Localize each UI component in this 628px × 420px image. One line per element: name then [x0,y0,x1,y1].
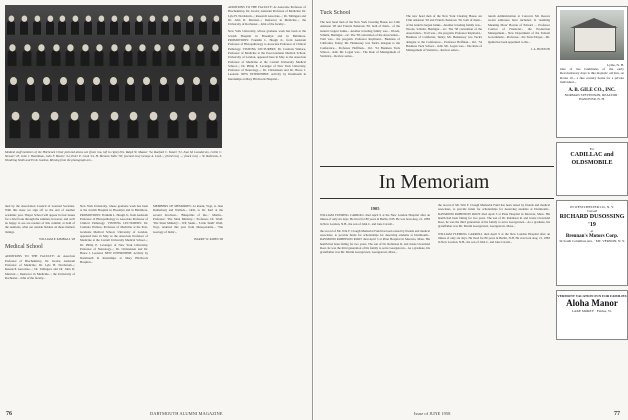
tuck-text: turesh Administration at Concord. Mr. Reeces recent addresses have included: Is 'Auditing Meaning More' Boston of Edward ... Professor Control of Financial... the Production Management... New Department of the Federal Government... Professor... the Tuck-Thayer... Mr. Quinn has been appointed to the... [488,14,550,44]
medical-text: ADDITIONS TO THE FACULTY: At Associate Professor of Biochemistry, Dr. Jacobs; Assistant Professor of Medicine; Dr. Lyle H. Nordstrom...; Research Associate...; Dr. Tallingers and Dr. John D. Marriott...; Instructor in Medicine...; the University of Rochester... John of the faculty... [228,5,306,27]
ad-vacation-name: Aloha Manor [566,298,618,309]
staff-member-figure [142,77,152,102]
signature: J. A. BOXTON [530,47,550,52]
staff-member-figure [95,44,104,67]
staff-member-figure [29,112,40,140]
tuck-text: The new head men of the New York Clearing House are Clint Atkisson '28 and Francis Pederson '30, both of them... of the nation's largest banks... Another traveling family was... Woods, Schultz, Hennigar... etc. The '58 convention of the Association... Trail was... the program. Professor Raymond... Business of California; Tenny; Mr. Hennessey was Tuck's delegate to the Conference... Professor Hoffman... Oct. '54 Business Tuck School... sidlr. Mr. Logan was... The Role of Management of Statistics... Review series... [320,20,400,59]
staff-member-figure [80,44,89,67]
faculty-text: New York University, whose graduate work has been at the Jewish Hospital in Brooklyn and in Baltimore. PROMOTIONS: Franklin L. Hough Jr., from Assistant Professor of Histopathology to Associate Professor of Clinical Pathology. VISITING LECTURERS: Dr. Cremola Wallace, Professor of Medicine at the Post-Graduate Medical School, University of London, appeared here in May as the Associate Professor of Medicine at the Cornell University Medical School...; Dr. Philip E. Levenger of New York University, Professor of Neurology...; Dr. Christensen and Dr. Bruce J. Leonard. NEW INTERNSHIP: Activity by Dartmouth in Internships at Mary Hitchcock Hospital... [80,204,148,264]
staff-member-figure [181,44,190,67]
staff-member-figure [209,77,219,102]
ad-photo-caption: Lyme, N. H. [607,63,624,67]
left-col-4 [228,5,306,403]
year-heading: 1905 [370,206,380,211]
staff-member-figure [49,112,60,140]
ad-company-sub: NORMAN STEVENSON, REALTOR · HANOVER, N. H. [564,93,620,102]
staff-member-figure [110,16,118,36]
ad-at: at [590,229,594,234]
ad-location: IN WESTCHESTER CO., N. Y. [570,205,614,209]
staff-member-figure [152,44,161,67]
memoriam-title: In Memoriam [378,171,490,193]
members-text: MEMBERS OF MEMORIES: At Rount, W.gi, to Jane Rotherberg and Wallack... Orth, to Dr. Karl at the second Jacobson... 'Blueprints of the...' Martin... Professor: 'The Sinai Ministry...' Professor, Dr. Wald: 'The Sinai Ministry'... WP, Sudio... 'Little Tenth' Wald, W.gi, returned this year from Mesopotamia... 'The Geology of India'... [153,204,223,234]
page-number: 76 [6,411,12,417]
signature: HARRY W. KOHN '48 [194,237,223,242]
staff-member-figure [42,77,52,102]
divider-rule [320,166,554,167]
ad-firm: Brennan's Motors Corp. [565,233,619,239]
staff-member-figure [8,77,18,102]
memoriam-col-1 [320,203,430,403]
staff-member-figure [69,112,80,140]
tuck-text: The new head men of the New York Clearing House are Clint Atkisson '28 and Francis Pederson '30, both of them... of the nation's largest banks... Another traveling family was... Woods, Schultz, Hennigar... etc. The '58 convention of the Association... Trail was... the program. Professor Raymond... Business of California; Tenny; Mr. Hennessey was Tuck's delegate to the Conference... Professor Hoffman... Oct. '54 Business Tuck School... sidlr. Mr. Logan was... The Role of Management of Statistics... Review series... [406,14,482,53]
staff-member-figure [122,16,130,36]
staff-member-figure [207,112,218,140]
staff-member-figure [148,16,156,36]
staff-member-figure [109,77,119,102]
staff-member-figure [123,44,132,67]
staff-member-figure [138,44,147,67]
staff-member-figure [128,112,139,140]
photo-caption: Medical staff members of the Hitchcock Clinic pictured above are (front row, left to right) Drs. Ralph W. Maaser '54, Raeford C. Tanzer '31, Ivan M. Leandersen, Collin C. Stewart '23, John J. Boardman, John F. Bowler '24, Peter E. Cook '24, H. Brenton Tullis '36; (second row) George A. Loeb...; (third row) ...; (back row) ... W. Robinson, S. Woodring Smith and Ervin Gordon. Missing from the photograph are... [5,150,222,163]
faculty-text: New York University, whose graduate work has been at the Jewish Hospital in Brooklyn and in Baltimore. PROMOTIONS: Franklin L. Hough Jr., from Assistant Professor of Histopathology to Associate Professor of Clinical Pathology. VISITING LECTURERS: Dr. Cremola Wallace, Professor of Medicine at the Post-Graduate Medical School, University of London, appeared here in May as the Associate Professor of Medicine at the Cornell University Medical School...; Dr. Philip E. Levenger of New York University, Professor of Neurology...; Dr. Christensen and Dr. Bruce J. Leonard. NEW INTERNSHIP: Activity by Dartmouth in Internships at Mary Hitchcock Hospital... [228,29,306,81]
house-photo [560,10,624,60]
staff-member-figure [135,16,143,36]
issue-footer: Issue of JUNE 1958 [414,411,451,416]
staff-member-figure [167,44,176,67]
page-number: 77 [614,411,620,417]
staff-member-figure [58,16,66,36]
left-col-3 [153,204,223,404]
staff-member-figure [8,44,17,67]
cadillac-ad [556,142,628,196]
staff-member-figure [210,44,219,67]
staff-member-figure [88,112,99,140]
staff-member-figure [25,77,35,102]
left-page [0,0,313,420]
staff-member-figure [167,112,178,140]
staff-member-figure [66,44,75,67]
obituary-text: WILLIAM FLEMING CARROLL died April 9 at the New London Hospital after an illness of only six days. He lived for 80 years in Berlin, N.H. He was born Aug. 21, 1883 in New London, N.H., the son of John C. and Jane Carroll... [438,231,550,245]
medical-text: ADDITIONS TO THE FACULTY: At Associate Professor of Biochemistry, Dr. Jacobs; Assistant Professor of Medicine; Dr. Lyle H. Nordstrom...; Research Associate...; Dr. Tallingers and Dr. John D. Marriott...; Instructor in Medicine...; the University of Rochester... John of the faculty... [5,254,75,280]
staff-member-figure [175,77,185,102]
staff-member-figure [22,44,31,67]
motors-ad [556,200,628,286]
ad-consult: Consult [586,209,598,214]
left-col-2 [80,154,148,406]
obituary-text: the record of Mr. Wm F. Clough Memorial Fund has been raised by friends and medical associates, to provide funds for scholarships for deserving students at Dartmouth... RAYMOND ROBINSON ROOT died April 3 at Plate Hospital in Moravia, Mass. His health had been failing for two years. The son of Dr. Robinson R. and Jessie Cleveland Root, he was the third generation of his family to serve Georgetown... As a graduate, his grandfather was Mr. Martin Georgetown, Georgetown, Mass... [320,228,430,255]
ad-address: 34 South Columbus Ave. · MT. VERNON, N. Y. [559,238,625,243]
section-heading-medical: Medical School [5,244,43,251]
staff-member-figure [75,77,85,102]
staff-member-figure [199,16,207,36]
staff-member-figure [7,16,15,36]
staff-member-figure [51,44,60,67]
staff-member-figure [147,112,158,140]
staff-member-figure [33,16,41,36]
tuck-col-1 [320,10,400,160]
staff-member-figure [196,44,205,67]
ad-vacation-loc: LAKE MOREY · Fairlee, Vt. [571,309,613,314]
memoriam-col-2 [438,203,550,403]
staff-member-figure [58,77,68,102]
staff-member-figure [187,112,198,140]
real-estate-ad [556,6,628,138]
staff-member-figure [108,112,119,140]
ad-body: One of the landmarks of the early Revolutionary days is this majestic old Inn, on Route 10... a fine country home for a private individual... [560,67,624,84]
left-col-1 [5,204,75,404]
staff-member-figure [192,77,202,102]
magazine-footer: DARTMOUTH ALUMNI MAGAZINE [150,411,223,416]
obituary-text: the record of Mr. Wm F. Clough Memorial Fund has been raised by friends and medical associates, to provide funds for scholarships for deserving students at Dartmouth... RAYMOND ROBINSON ROOT died April 3 at Plate Hospital in Moravia, Mass. His health had been failing for two years. The son of Dr. Robinson R. and Jessie Cleveland Root, he was the third generation of his family to serve Georgetown... As a graduate, his grandfather was Mr. Martin Georgetown, Georgetown, Mass... [438,203,550,229]
staff-member-figure [173,16,181,36]
staff-member-figure [71,16,79,36]
ad-for: For [589,147,595,151]
ad-company: A. B. GILE CO., INC. [568,88,616,94]
group-photo [5,5,222,148]
staff-member-figure [84,16,92,36]
staff-member-figure [92,77,102,102]
staff-member-figure [125,77,135,102]
vacation-ad [556,290,628,340]
staff-member-figure [46,16,54,36]
staff-member-figure [212,16,220,36]
tuck-col-3 [488,14,550,160]
staff-member-figure [186,16,194,36]
tuck-col-2 [406,14,482,160]
staff-member-figure [159,77,169,102]
staff-member-figure [161,16,169,36]
ad-vacation-head: VERMONT VACATION FUN FOR FAMILIES [557,294,627,298]
staff-member-figure [37,44,46,67]
staff-member-figure [97,16,105,36]
signature: WILLIAM P. KIMBALL '28 [39,237,75,242]
intro-text: med by the Association Council of Learned Societies. With this issue we sign off as the end of another academic year. Thayer School will appear in four issues for a brief look through the summer, however, and we'll be happy to see are readers of this column; at both of the reunions, what our outside bidders on these memoir listings. [5,204,75,234]
staff-member-figure [20,16,28,36]
obituary-text: WILLIAM FLEMING CARROLL died April 9 at the New London Hospital after an illness of only six days. He lived for 80 years in Berlin, N.H. He was born Aug. 21, 1883 in New London, N.H., the son of John C. and Jane Carroll... [320,213,430,226]
ad-person: RICHARD DUSOSSING '19 [559,214,625,229]
divider-rule [320,198,554,199]
staff-member-figure [9,112,20,140]
staff-member-figure [109,44,118,67]
ad-brand: CADILLAC and OLDSMOBILE [570,152,614,167]
section-heading-tuck: Tuck School [320,10,351,16]
